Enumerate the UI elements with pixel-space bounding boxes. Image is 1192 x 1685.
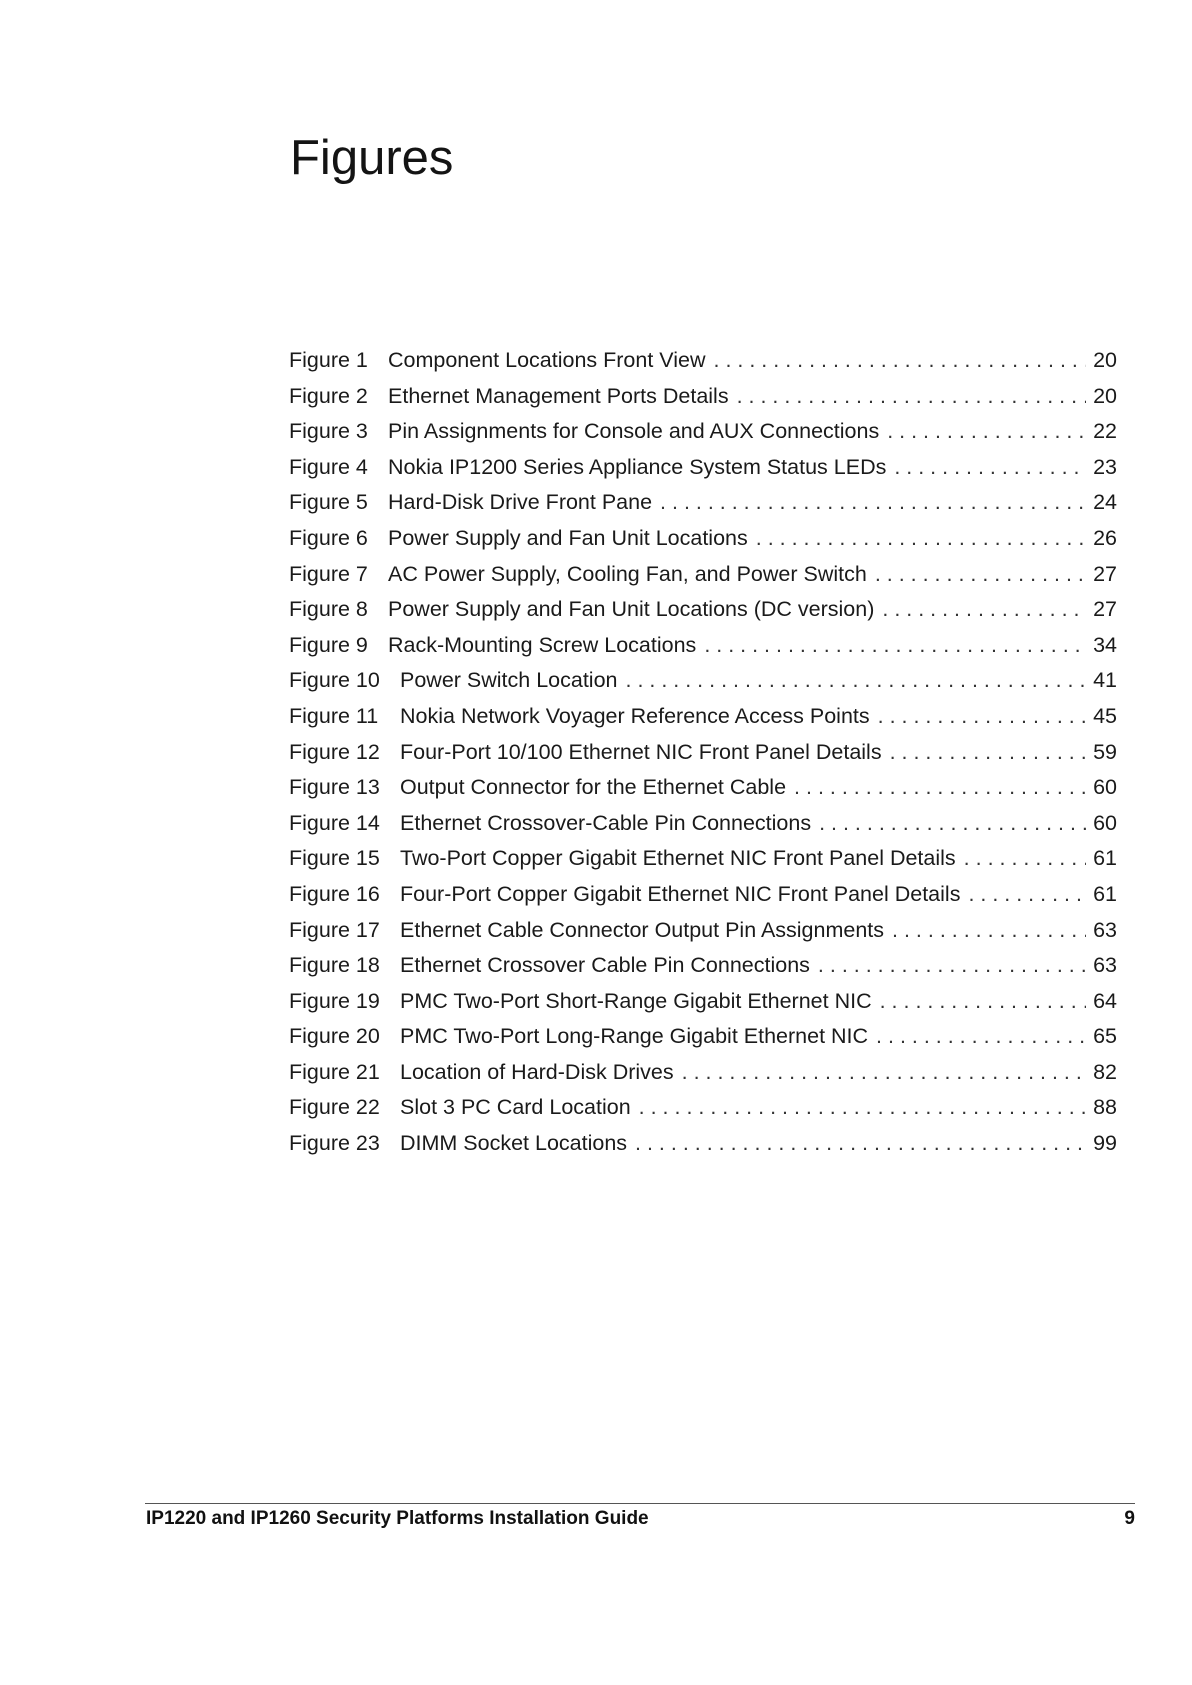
- figure-entry[interactable]: [289, 913, 1117, 949]
- figures-list: [289, 343, 1117, 1162]
- figure-label: Figure 4: [289, 454, 368, 479]
- figure-page-number: 27: [1093, 597, 1117, 622]
- figure-entry[interactable]: [289, 948, 1117, 984]
- dot-leader: [968, 877, 1086, 913]
- dot-leader: [876, 1019, 1086, 1055]
- figure-title: Four-Port 10/100 Ethernet NIC Front Panel Details: [400, 739, 882, 764]
- figure-page-number: 27: [1093, 561, 1117, 586]
- dot-leader: [635, 1126, 1086, 1162]
- figure-title: Ethernet Cable Connector Output Pin Assignments: [400, 917, 885, 942]
- figure-title: Location of Hard-Disk Drives: [400, 1059, 674, 1084]
- figure-entry[interactable]: [289, 450, 1117, 486]
- figure-title: Ethernet Crossover Cable Pin Connections: [400, 953, 810, 978]
- dot-leader: [818, 948, 1086, 984]
- figure-title: Power Switch Location: [400, 668, 618, 693]
- dot-leader: [882, 592, 1086, 628]
- figure-entry[interactable]: [289, 877, 1117, 913]
- dot-leader: [626, 663, 1087, 699]
- figure-page-number: 99: [1093, 1131, 1117, 1156]
- dot-leader: [875, 557, 1086, 593]
- figure-entry[interactable]: [289, 1090, 1117, 1126]
- figure-title: Slot 3 PC Card Location: [400, 1095, 631, 1120]
- figure-label: Figure 17: [289, 917, 380, 942]
- dot-leader: [794, 770, 1086, 806]
- figure-entry[interactable]: [289, 414, 1117, 450]
- figure-title: Four-Port Copper Gigabit Ethernet NIC Front Panel Details: [400, 881, 961, 906]
- figure-title: Rack-Mounting Screw Locations: [388, 632, 697, 657]
- figure-page-number: 61: [1093, 846, 1117, 871]
- figure-label: Figure 1: [289, 348, 368, 372]
- figure-title: Output Connector for the Ethernet Cable: [400, 775, 787, 800]
- figure-label: Figure 10: [289, 668, 380, 693]
- dot-leader: [756, 521, 1086, 557]
- dot-leader: [880, 984, 1086, 1020]
- figure-title: Nokia IP1200 Series Appliance System Status LEDs: [388, 454, 887, 479]
- figure-page-number: 60: [1093, 775, 1117, 800]
- figure-entry[interactable]: [289, 1055, 1117, 1091]
- figure-title: Hard-Disk Drive Front Pane: [388, 490, 653, 515]
- figure-entry[interactable]: [289, 628, 1117, 664]
- dot-leader: [639, 1090, 1086, 1126]
- figure-page-number: 20: [1093, 383, 1117, 408]
- figure-entry[interactable]: [289, 1126, 1117, 1162]
- figure-label: Figure 14: [289, 810, 380, 835]
- figure-page-number: 60: [1093, 810, 1117, 835]
- figure-page-number: 59: [1093, 739, 1117, 764]
- figure-title: Nokia Network Voyager Reference Access Points: [400, 703, 870, 728]
- figure-page-number: 45: [1093, 703, 1117, 728]
- figure-entry[interactable]: [289, 841, 1117, 877]
- figure-title: Pin Assignments for Console and AUX Connections: [388, 419, 880, 444]
- figure-entry[interactable]: [289, 984, 1117, 1020]
- figure-entry[interactable]: [289, 343, 1117, 379]
- footer-divider: [145, 1503, 1135, 1504]
- figure-page-number: 65: [1093, 1024, 1117, 1049]
- figure-title: DIMM Socket Locations: [400, 1131, 628, 1156]
- figure-label: Figure 7: [289, 561, 368, 586]
- figure-title: PMC Two-Port Long-Range Gigabit Ethernet NIC: [400, 1024, 869, 1049]
- figure-label: Figure 22: [289, 1095, 380, 1120]
- figure-label: Figure 12: [289, 739, 380, 764]
- dot-leader: [892, 913, 1086, 949]
- page-title: Figures: [290, 131, 454, 185]
- figure-entry[interactable]: [289, 770, 1117, 806]
- figure-label: Figure 15: [289, 846, 380, 871]
- dot-leader: [819, 806, 1086, 842]
- figure-title: Power Supply and Fan Unit Locations: [388, 525, 748, 550]
- footer-page-number: 9: [1124, 1508, 1135, 1529]
- figure-page-number: 88: [1093, 1095, 1117, 1120]
- figure-label: Figure 20: [289, 1024, 380, 1049]
- figure-entry[interactable]: [289, 592, 1117, 628]
- dot-leader: [737, 379, 1086, 415]
- figure-label: Figure 13: [289, 775, 380, 800]
- figure-page-number: 64: [1093, 988, 1117, 1013]
- figure-label: Figure 18: [289, 953, 380, 978]
- figure-page-number: 22: [1093, 419, 1117, 444]
- figure-label: Figure 19: [289, 988, 380, 1013]
- dot-leader: [964, 841, 1086, 877]
- figure-label: Figure 9: [289, 632, 368, 657]
- figure-page-number: 23: [1093, 454, 1117, 479]
- dot-leader: [682, 1055, 1086, 1091]
- figure-entry[interactable]: [289, 485, 1117, 521]
- figure-title: AC Power Supply, Cooling Fan, and Power Switch: [388, 561, 867, 586]
- figure-page-number: 24: [1093, 490, 1117, 515]
- figure-page-number: 20: [1093, 348, 1117, 372]
- figure-label: Figure 11: [289, 703, 379, 728]
- figure-entry[interactable]: [289, 806, 1117, 842]
- footer-document-title: IP1220 and IP1260 Security Platforms Installation Guide: [146, 1508, 649, 1529]
- figure-title: PMC Two-Port Short-Range Gigabit Ethernet NIC: [400, 988, 872, 1013]
- dot-leader: [878, 699, 1086, 735]
- dot-leader: [890, 735, 1086, 771]
- figure-label: Figure 16: [289, 881, 380, 906]
- dot-leader: [894, 450, 1086, 486]
- dot-leader: [660, 485, 1086, 521]
- figure-page-number: 26: [1093, 525, 1117, 550]
- figure-title: Ethernet Management Ports Details: [388, 383, 729, 408]
- figure-page-number: 41: [1093, 668, 1117, 693]
- figure-entry[interactable]: [289, 1019, 1117, 1055]
- figure-page-number: 63: [1093, 953, 1117, 978]
- figure-label: Figure 23: [289, 1131, 380, 1156]
- figure-page-number: 82: [1093, 1059, 1117, 1084]
- figure-label: Figure 5: [289, 490, 368, 515]
- figure-entry[interactable]: [289, 699, 1117, 735]
- figure-page-number: 61: [1093, 881, 1117, 906]
- figure-label: Figure 2: [289, 383, 368, 408]
- dot-leader: [887, 414, 1086, 450]
- figure-entry[interactable]: [289, 379, 1117, 415]
- figure-page-number: 34: [1093, 632, 1117, 657]
- figure-entry[interactable]: [289, 521, 1117, 557]
- dot-leader: [714, 343, 1086, 379]
- figure-entry[interactable]: [289, 557, 1117, 593]
- figure-label: Figure 6: [289, 525, 368, 550]
- figure-page-number: 63: [1093, 917, 1117, 942]
- figure-title: Ethernet Crossover-Cable Pin Connections: [400, 810, 812, 835]
- figure-label: Figure 8: [289, 597, 368, 622]
- figure-title: Component Locations Front View: [388, 348, 706, 372]
- figure-label: Figure 21: [289, 1059, 380, 1084]
- figure-label: Figure 3: [289, 419, 368, 444]
- figure-entry[interactable]: [289, 663, 1117, 699]
- figure-title: Two-Port Copper Gigabit Ethernet NIC Front Panel Details: [400, 846, 956, 871]
- dot-leader: [704, 628, 1086, 664]
- figure-entry[interactable]: [289, 735, 1117, 771]
- figure-title: Power Supply and Fan Unit Locations (DC version): [388, 597, 875, 622]
